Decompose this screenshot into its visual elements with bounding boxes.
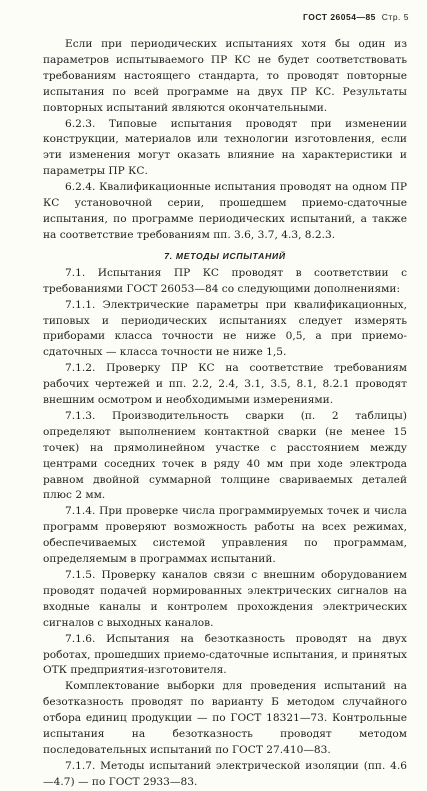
paragraph-7-1-1: 7.1.1. Электрические параметры при квалификационных, типовых и периодических испытаниях следует измерять приборами класса точности не ниже 0,5, а при приемо-сдаточных — класса точности не ниже 1,5. <box>43 298 407 359</box>
paragraph-7-1-5: 7.1.5. Проверку каналов связи с внешним оборудованием проводят подачей нормированных электрических сигналов на входные каналы и контролем прохождения электрических сигналов с выходных каналов. <box>43 569 407 629</box>
section-heading: 7. МЕТОДЫ ИСПЫТАНИЙ <box>164 250 286 261</box>
paragraph-6-2-4: 6.2.4. Квалификационные испытания проводят на одном ПР КС установочной серии, прошедшем приемо-сдаточные испытания, по программе периодических испытаний, а также на соответствие требованиям пп. 3.6, 3.7, 4.3, 8.2.3. <box>43 181 407 241</box>
paragraph-7-1-2: 7.1.2. Проверку ПР КС на соответствие требованиям рабочих чертежей и пп. 2.2, 2.4, 3.1, 3.5, 8.1, 8.2.1 проводят внешним осмотром и необходимыми измерениями. <box>43 362 407 407</box>
paragraph-7-1-4: 7.1.4. При проверке числа программируемых точек и числа программ проверяют возможность работы на всех режимах, обеспечиваемых системой управления по программам, определяемым в программах испытаний. <box>43 505 407 566</box>
paragraph-6-2-3: 6.2.3. Типовые испытания проводят при изменении конструкции, материалов или технологии изготовления, если эти изменения могут оказать влияние на характеристики и параметры ПР КС. <box>43 117 407 178</box>
page-body <box>43 37 407 791</box>
paragraph-7-1-7: 7.1.7. Методы испытаний электрической изоляции (пп. 4.6—4.7) — по ГОСТ 2933—83. <box>43 759 407 788</box>
paragraph-7-1: 7.1. Испытания ПР КС проводят в соответствии с требованиями ГОСТ 26053—84 со следующими дополнениями: <box>43 266 407 295</box>
paragraph-7-1-6: 7.1.6. Испытания на безотказность проводят на двух роботах, прошедших приемо-сдаточные испытания, и принятых ОТК предприятия-изготовителя. <box>43 632 407 677</box>
page-number: Стр. 5 <box>381 12 409 22</box>
standard-number: ГОСТ 26054—85 <box>303 12 376 22</box>
page-header <box>303 12 409 22</box>
paragraph-7-1-3: 7.1.3. Производительность сварки (п. 2 таблицы) определяют выполнением контактной сварки (не менее 15 точек) на прямолинейном участке с расстоянием между центрами соседних точек в ряду 40 мм при ходе электрода равном двойной суммарной толщине свариваемых деталей плюс 2 мм. <box>43 409 407 502</box>
paragraph-repeat-tests: Если при периодических испытаниях хотя бы один из параметров испытываемого ПР КС не будет соответствовать требованиям настоящего стандарта, то проводят повторные испытания по всей программе на двух ПР КС. Результаты повторных испытаний являются окончательными. <box>43 38 407 114</box>
paragraph-sample-selection: Комплектование выборки для проведения испытаний на безотказность проводят по варианту Б методом случайного отбора единиц продукции — по ГОСТ 18321—73. Контрольные испытания на безотказность проводят методом последовательных испытаний по ГОСТ 27.410—83. <box>43 680 407 756</box>
